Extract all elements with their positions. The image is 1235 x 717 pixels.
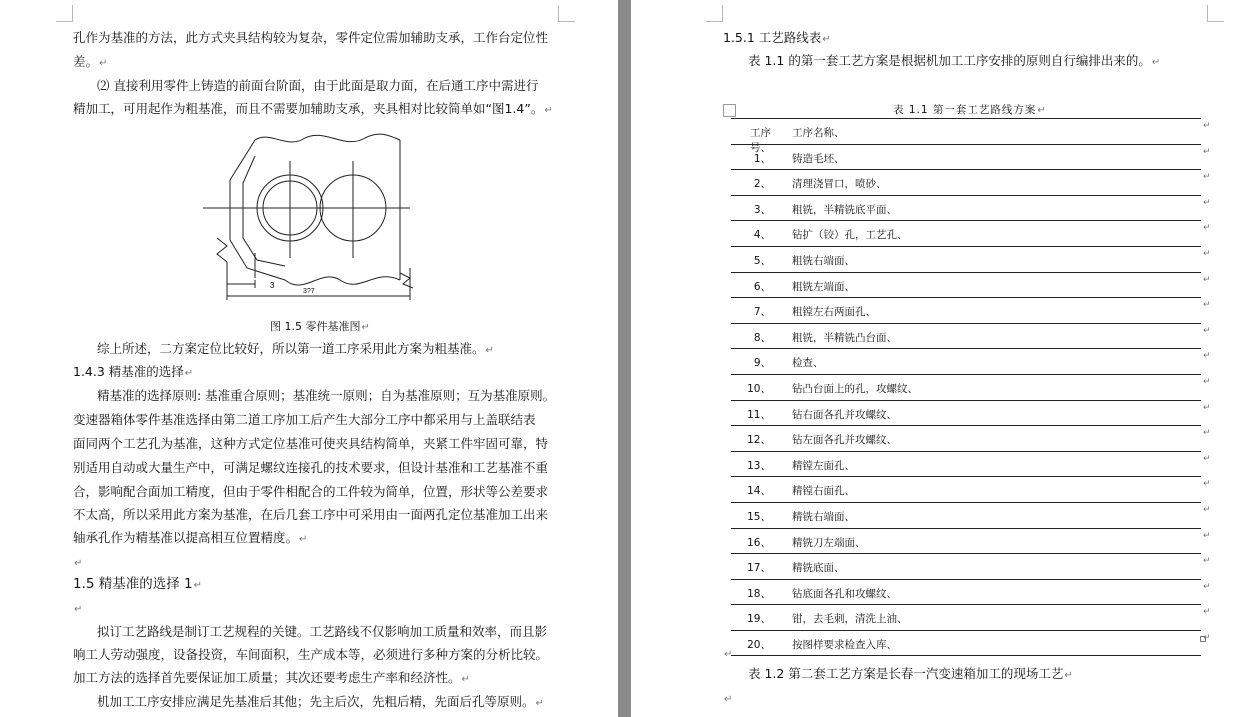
- row-end-mark: ↵: [1203, 632, 1211, 643]
- figure-caption: 图 1.5 零件基准图↵: [270, 320, 370, 333]
- paragraph-line: 差。↵: [73, 54, 108, 69]
- step-name: 钻底面各孔和攻螺纹、: [792, 587, 897, 600]
- paragraph-mark: ↵: [535, 698, 544, 709]
- table-row: [731, 477, 1211, 503]
- paragraph-line: 别适用自动或大量生产中，可满足螺纹连接孔的技术要求，但设计基准和工艺基准不重: [73, 460, 549, 475]
- row-end-mark: ↵: [1203, 248, 1211, 259]
- crop-mark: [558, 5, 575, 22]
- step-number: 14、: [747, 485, 771, 498]
- column-header: 工序号、: [750, 127, 771, 154]
- step-name: 粗铣，半精铣底平面、: [792, 203, 897, 216]
- paragraph-mark: ↵: [74, 604, 83, 615]
- step-number: 4、: [753, 229, 771, 242]
- step-number: 9、: [753, 357, 771, 370]
- table-title: 表 1.1 第一套工艺路线方案↵: [893, 104, 1047, 116]
- table-row: [731, 529, 1211, 555]
- paragraph-line: 拟订工艺路线是制订工艺规程的关键。工艺路线不仅影响加工质量和效率，而且影: [97, 624, 548, 639]
- paragraph-mark: ↵: [724, 694, 733, 705]
- step-number: 3、: [753, 203, 771, 216]
- row-end-mark: ↵: [1203, 325, 1211, 336]
- table-header-row: [731, 118, 1211, 154]
- step-name: 粗铣，半精铣凸台面、: [792, 331, 897, 344]
- empty-paragraph: [723, 645, 732, 663]
- row-end-mark: ↵: [1203, 300, 1211, 311]
- step-name: 清理浇冒口，喷砂、: [792, 178, 887, 191]
- part-datum-figure: [195, 128, 447, 314]
- step-name: 钳，去毛刺，清洗上油、: [792, 613, 908, 626]
- table-row: [731, 170, 1211, 196]
- table-row: [731, 554, 1211, 580]
- table-row: [731, 298, 1211, 324]
- table-row: [731, 247, 1211, 273]
- paragraph-line: 轴承孔作为精基准以提高相互位置精度。↵: [73, 530, 308, 545]
- row-end-mark: ↵: [1203, 146, 1211, 157]
- step-number: 5、: [753, 254, 771, 267]
- table-row: [731, 221, 1211, 247]
- step-number: 17、: [747, 562, 771, 575]
- table-row: [731, 426, 1211, 452]
- table-row: [731, 273, 1211, 299]
- step-name: 检查、: [792, 357, 824, 370]
- paragraph-line: 响工人劳动强度，设备投资，车间面积，生产成本等，必须进行多种方案的分析比较。: [73, 647, 549, 662]
- paragraph-line: 变速器箱体零件基准选择由第二道工序加工后产生大部分工序中都采用与上盖联结表: [73, 412, 536, 427]
- subsection-heading: 1.4.3 精基准的选择↵: [73, 364, 194, 379]
- row-end-mark: ↵: [1203, 581, 1211, 592]
- step-number: 13、: [747, 459, 771, 472]
- paragraph-line: 面同两个工艺孔为基准，这种方式定位基准可使夹具结构简单，夹紧工件牢固可靠，特: [73, 436, 549, 451]
- row-end-mark: ↵: [1203, 479, 1211, 490]
- row-end-mark: ↵: [1203, 274, 1211, 285]
- row-end-mark: ↵: [1203, 376, 1211, 387]
- step-name: 精铣刀左端面、: [792, 536, 866, 549]
- table-intro: 表 1.1 的第一套工艺方案是根据机加工工序安排的原则自行编排出来的。↵: [748, 53, 1161, 68]
- step-name: 钻右面各孔并攻螺纹、: [792, 408, 897, 421]
- empty-paragraph: [73, 600, 82, 618]
- table-row: [731, 580, 1211, 606]
- table-row: [731, 452, 1211, 478]
- row-end-mark: ↵: [1203, 556, 1211, 567]
- paragraph-line: 机加工工序安排应满足先基准后其他；先主后次，先粗后精，先面后孔等原则。↵: [97, 694, 544, 709]
- row-end-mark: ↵: [1203, 121, 1211, 131]
- empty-paragraph: [723, 690, 732, 708]
- step-name: 精铣右端面、: [792, 510, 855, 523]
- row-end-mark: ↵: [1203, 351, 1211, 362]
- step-name: 铸造毛坯、: [792, 152, 845, 165]
- step-name: 精镗右面孔、: [792, 485, 855, 498]
- document-page-right: [631, 0, 1235, 717]
- paragraph-mark: ↵: [822, 34, 831, 45]
- section-heading: 1.5.1 工艺路线表↵: [723, 30, 831, 45]
- step-name: 精镗左面孔、: [792, 459, 855, 472]
- paragraph-mark: ↵: [74, 558, 83, 569]
- table-row: [731, 324, 1211, 350]
- crop-mark: [56, 5, 73, 22]
- step-name: 粗铣右端面、: [792, 254, 855, 267]
- step-name: 精铣底面、: [792, 562, 845, 575]
- paragraph-mark: ↵: [461, 674, 470, 685]
- paragraph-mark: ↵: [544, 105, 553, 116]
- step-number: 8、: [753, 331, 771, 344]
- step-number: 6、: [753, 280, 771, 293]
- row-end-mark: ↵: [1203, 504, 1211, 515]
- step-name: 粗镗左右两面孔、: [792, 306, 876, 319]
- paragraph-mark: ↵: [1037, 105, 1047, 116]
- paragraph-mark: ↵: [299, 534, 308, 545]
- crop-mark: [1207, 5, 1224, 22]
- row-end-mark: ↵: [1203, 428, 1211, 439]
- step-number: 11、: [747, 408, 771, 421]
- step-number: 7、: [753, 306, 771, 319]
- table-row: [731, 503, 1211, 529]
- paragraph-line: ⑵ 直接利用零件上铸造的前面台阶面，由于此面是取力面，在后通工序中需进行: [97, 78, 539, 93]
- part-datum-drawing: [195, 128, 447, 314]
- row-end-mark: ↵: [1203, 223, 1211, 234]
- row-end-mark: ↵: [1203, 402, 1211, 413]
- step-number: 18、: [747, 587, 771, 600]
- step-name: 粗铣左端面、: [792, 280, 855, 293]
- paragraph-mark: ↵: [485, 345, 494, 356]
- step-name: 按图样要求检查入库、: [792, 638, 897, 651]
- paragraph-line: 精基准的选择原则: 基准重合原则；基准统一原则；自为基准原则；互为基准原则。: [97, 388, 556, 403]
- page-gutter: [618, 0, 631, 717]
- table-row: [731, 631, 1211, 657]
- table-move-handle[interactable]: [723, 104, 736, 117]
- paragraph-line: 综上所述，二方案定位比较好，所以第一道工序采用此方案为粗基准。↵: [97, 341, 494, 356]
- column-header: 工序名称、: [792, 127, 845, 139]
- step-number: 19、: [747, 613, 771, 626]
- row-end-mark: ↵: [1203, 453, 1211, 464]
- dimension-large: 3?7: [303, 288, 315, 295]
- step-name: 钻扩（铰）孔，工艺孔、: [792, 229, 908, 242]
- row-end-mark: ↵: [1203, 607, 1211, 618]
- paragraph-line: 孔作为基准的方法，此方式夹具结构较为复杂，零件定位需加辅助支承，工作台定位性: [73, 30, 549, 45]
- step-name: 钻凸台面上的孔，攻螺纹、: [792, 382, 918, 395]
- row-end-mark: ↵: [1203, 197, 1211, 208]
- table-row: [731, 401, 1211, 427]
- step-number: 10、: [747, 382, 771, 395]
- paragraph-mark: ↵: [724, 649, 733, 660]
- paragraph-mark: ↵: [99, 58, 108, 69]
- table-row: [731, 196, 1211, 222]
- table-resize-handle[interactable]: [1200, 636, 1206, 642]
- paragraph-mark: ↵: [361, 322, 370, 333]
- row-end-mark: ↵: [1203, 530, 1211, 541]
- empty-paragraph: [73, 554, 82, 572]
- step-number: 20、: [747, 638, 771, 651]
- step-name: 钻左面各孔并攻螺纹、: [792, 434, 897, 447]
- table-row: [731, 375, 1211, 401]
- paragraph-line: 精加工，可用起作为粗基准，而且不需要加辅助支承，夹具相对比较简单如“图1.4”。↵: [73, 101, 553, 116]
- step-number: 2、: [753, 178, 771, 191]
- paragraph-mark: ↵: [193, 580, 203, 591]
- table-row: [731, 605, 1211, 631]
- step-number: 16、: [747, 536, 771, 549]
- crop-mark: [706, 5, 723, 22]
- paragraph-mark: ↵: [184, 368, 194, 379]
- paragraph-mark: ↵: [1064, 670, 1073, 681]
- step-number: 12、: [747, 434, 771, 447]
- section-heading: 1.5 精基准的选择 1↵: [73, 576, 203, 592]
- paragraph-line: 不太高，所以采用此方案为基准，在后几套工序中可采用由一面两孔定位基准加工出来: [73, 507, 549, 522]
- step-number: 15、: [747, 510, 771, 523]
- paragraph-line: 表 1.2 第二套工艺方案是长春一汽变速箱加工的现场工艺↵: [748, 666, 1073, 681]
- row-end-mark: ↵: [1203, 172, 1211, 183]
- paragraph-mark: ↵: [1151, 57, 1161, 68]
- table-row: [731, 349, 1211, 375]
- dimension-small: 3: [270, 281, 275, 290]
- table-row: [731, 145, 1211, 171]
- step-number: 1、: [753, 152, 771, 165]
- process-route-table: [731, 118, 1211, 656]
- paragraph-line: 合，影响配合面加工精度，但由于零件相配合的工件较为简单，位置，形状等公差要求: [73, 484, 549, 499]
- paragraph-line: 加工方法的选择首先要保证加工质量；其次还要考虑生产率和经济性。↵: [73, 670, 470, 685]
